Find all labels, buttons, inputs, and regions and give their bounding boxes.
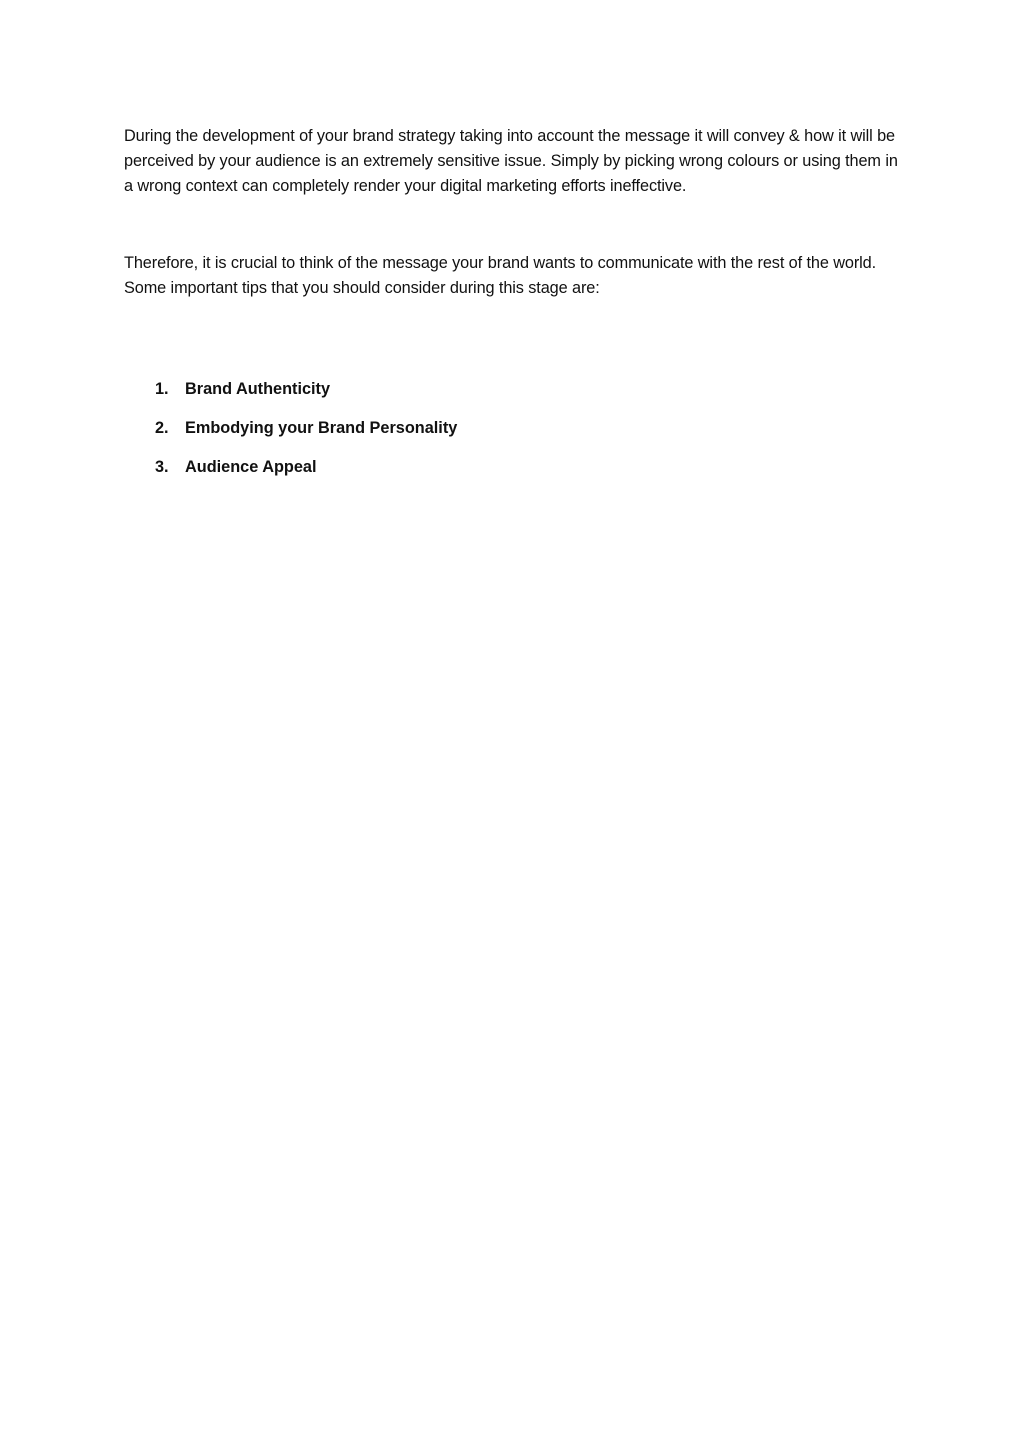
list-item-text: Audience Appeal [185,458,317,476]
list-item-text: Embodying your Brand Personality [185,419,458,437]
list-item-text: Brand Authenticity [185,380,331,398]
tips-paragraph: Therefore, it is crucial to think of the message your brand wants to communicate with the rest of the world. Some important tips that you should consider during this stage are: [124,254,877,297]
document-body [124,124,904,494]
list-item-number: 3. [155,458,169,476]
list-item-number: 2. [155,419,169,437]
list-item [124,416,904,441]
list-item [124,455,904,480]
list-item-number: 1. [155,380,169,398]
tips-list [124,377,904,480]
list-item [124,377,904,402]
intro-paragraph: During the development of your brand strategy taking into account the message it will convey & how it will be perceived by your audience is an extremely sensitive issue. Simply by picking wrong colours or using them in a wrong context can completely render your digital marketing efforts ineffective. [124,127,898,195]
